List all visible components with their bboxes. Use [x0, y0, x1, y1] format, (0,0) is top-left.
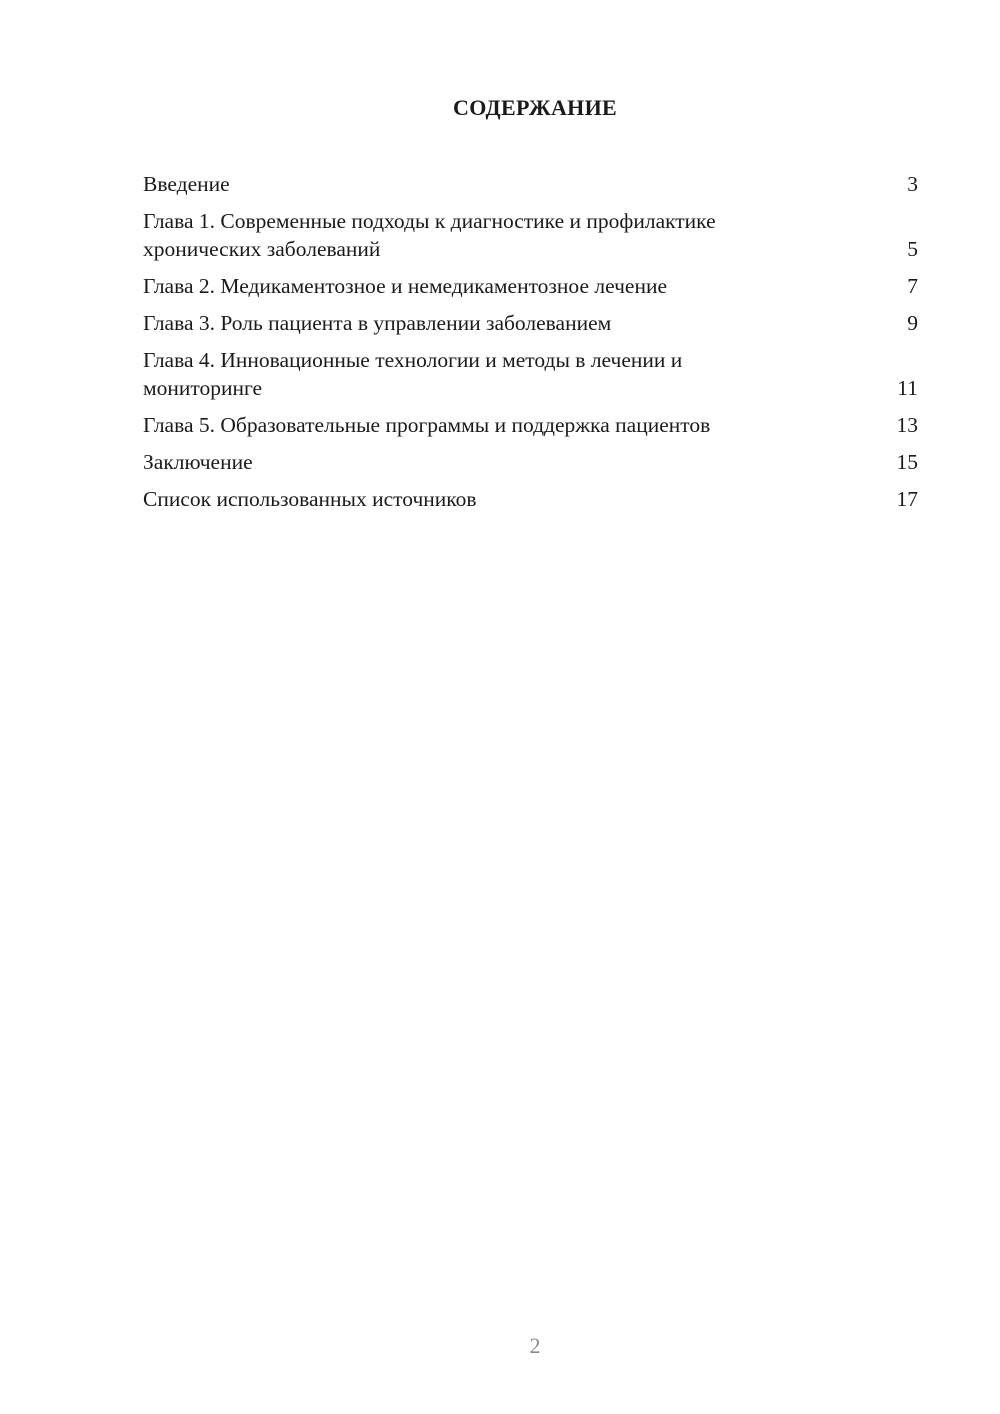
toc-entry-line: Глава 3. Роль пациента в управлении заболеванием [143, 311, 612, 335]
toc-entry-page-number: 15 [896, 450, 918, 474]
toc-entry-line: Заключение [143, 450, 253, 474]
toc-entry-text [143, 170, 894, 198]
toc-entry-line: Глава 5. Образовательные программы и поддержка пациентов [143, 413, 711, 437]
toc-entry-page-number: 11 [897, 376, 918, 400]
toc-entry-page-number: 7 [907, 274, 918, 298]
toc-entry-page-number: 17 [896, 487, 918, 511]
page-number: 2 [529, 1333, 541, 1358]
toc-entry-page-number: 9 [907, 311, 918, 335]
toc-entry-line: Глава 2. Медикаментозное и немедикаментозное лечение [143, 274, 668, 298]
toc-entry-line: Глава 4. Инновационные технологии и методы в лечении и [143, 348, 683, 372]
toc-entry-chapter-3 [143, 309, 918, 337]
toc-entry-references [143, 485, 918, 513]
toc-entry-text [143, 346, 894, 402]
toc-entry-line: Список использованных источников [143, 487, 477, 511]
toc-entry-text [143, 272, 894, 300]
toc-entry-chapter-2 [143, 272, 918, 300]
toc-entry-page-number: 5 [907, 237, 918, 261]
toc-entry-line: мониторинге [143, 376, 263, 400]
toc-entry-line: Введение [143, 172, 230, 196]
toc-entry-text [143, 411, 894, 439]
page-title: СОДЕРЖАНИЕ [453, 95, 617, 120]
toc-entry-conclusion [143, 448, 918, 476]
toc-entry-chapter-1 [143, 207, 918, 263]
toc-entry-introduction [143, 170, 918, 198]
toc-entry-text [143, 448, 894, 476]
toc-entry-text [143, 309, 894, 337]
toc-entry-page-number: 3 [907, 172, 918, 196]
toc-entry-line: хронических заболеваний [143, 237, 381, 261]
toc-entry-line: Глава 1. Современные подходы к диагностике и профилактике [143, 209, 716, 233]
toc-entry-page-number: 13 [896, 413, 918, 437]
table-of-contents [143, 170, 918, 522]
toc-entry-text [143, 485, 894, 513]
toc-entry-chapter-5 [143, 411, 918, 439]
toc-entry-chapter-4 [143, 346, 918, 402]
toc-entry-text [143, 207, 894, 263]
